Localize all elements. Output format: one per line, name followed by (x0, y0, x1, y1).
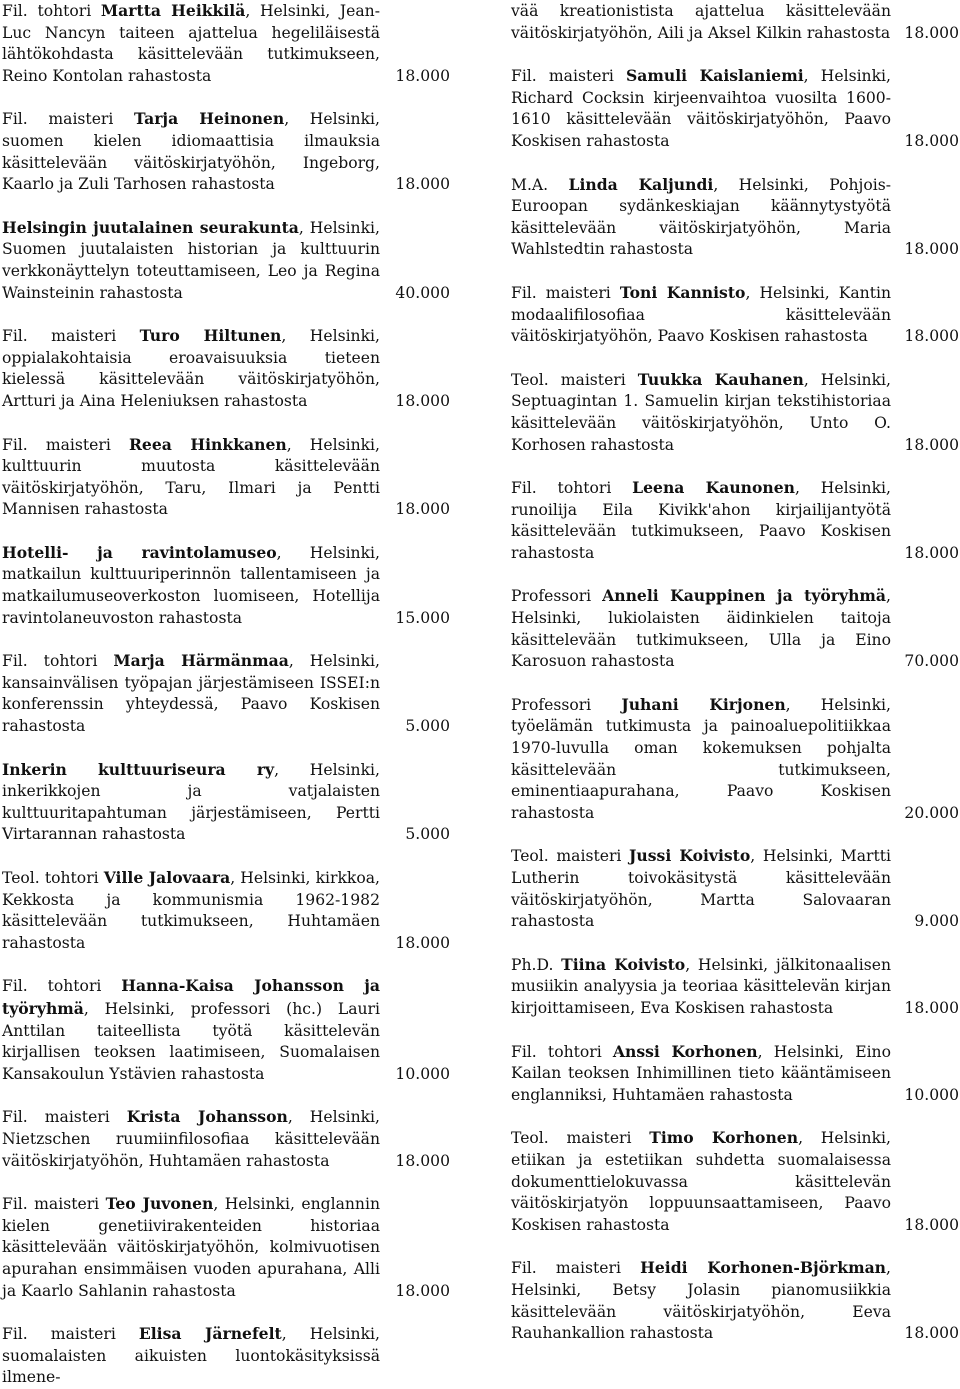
grant-description: , Helsinki, kulttuurin muutosta käsittelevään väitöskirjatyöhön, Taru, Ilmari ja Pentti Mannisen rahastosta (2, 435, 381, 519)
grant-entry (2, 217, 450, 304)
grant-description: , Helsinki, jälkitonaalisen musiikin analyysia ja teoriaa käsittelevän kirjan kirjoittamiseen, Eva Koskisen rahastosta (511, 955, 891, 1017)
grant-text (2, 1323, 380, 1389)
recipient-title: Fil. maisteri (2, 1325, 139, 1344)
recipient-name: Elisa Järnefelt (138, 1324, 282, 1344)
recipient-name: Anssi Korhonen (612, 1041, 758, 1061)
grant-text (511, 1041, 891, 1107)
recipient-name: Turo Hiltunen (139, 326, 282, 346)
grant-text (511, 0, 891, 44)
grant-amount: 20.000 (904, 803, 959, 822)
recipient-title: M.A. (511, 175, 569, 194)
grant-text (511, 1257, 891, 1344)
grant-description: , Helsinki, lukiolaisten äidinkielen taitoja käsittelevään tutkimukseen, Ulla ja Eino Karosuon rahastosta (511, 587, 891, 671)
recipient-name: Hanna-Kaisa Johansson ja työryhmä (2, 976, 380, 1018)
grant-description: , Helsinki, työelämän tutkimusta ja painoaluepolitiikkaa 1970-luvulla oman kokemuksen pohjalta käsittelevään tutkimukseen, eminentiaapurahana, Paavo Koskisen rahastosta (511, 695, 891, 822)
grant-text (511, 845, 891, 932)
recipient-title: Teol. maisteri (511, 847, 630, 866)
grant-entry (2, 0, 450, 87)
grant-entry (2, 1106, 450, 1172)
grant-description: , Helsinki, suomalaisten aikuisten luontokäsityksissä ilmene- (2, 1325, 380, 1387)
grant-entry (511, 0, 959, 44)
grant-text (2, 975, 380, 1085)
recipient-name: Linda Kaljundi (568, 174, 714, 194)
right-column (511, 0, 959, 1345)
grant-description: , Helsinki, Pohjois-Euroopan sydänkeskiajan käännytystyötä käsittelevään väitöskirjatyöhön, Maria Wahlstedtin rahastosta (511, 175, 892, 259)
recipient-title: Fil. maisteri (2, 1195, 106, 1214)
grant-text (511, 369, 891, 456)
grant-amount: 18.000 (904, 435, 959, 454)
grant-text (511, 282, 891, 348)
recipient-name: Toni Kannisto (619, 282, 746, 302)
recipient-name: Martta Heikkilä (100, 1, 246, 20)
grant-amount: 18.000 (904, 131, 959, 150)
grant-entry (511, 174, 959, 261)
grant-entry (511, 282, 959, 348)
grant-description: vää kreationistista ajattelua käsittelevään väitöskirjatyöhön, Aili ja Aksel Kilkin rahastosta (511, 2, 891, 42)
grant-entry (2, 650, 450, 737)
grant-description: , Helsinki, Kantin modaalifilosofiaa käsittelevään väitöskirjatyöhön, Paavo Koskisen rahastosta (511, 283, 891, 346)
grant-entry (2, 759, 450, 846)
grant-text (511, 585, 891, 672)
grant-description: , Helsinki, oppialakohtaisia eroavaisuuksia tieteen kielessä käsittelevään väitöskirjatyöhön, Artturi ja Aina Heleniuksen rahastosta (2, 327, 380, 410)
grant-amount: 18.000 (395, 175, 450, 194)
grant-entry (2, 1323, 450, 1389)
grant-description: , Helsinki, suomen kielen idiomaattisia ilmauksia käsittelevään väitöskirjatyöhön, Ingeborg, Kaarlo ja Zuli Tarhosen rahastosta (2, 110, 380, 194)
recipient-name: Leena Kaunonen (632, 478, 795, 498)
grant-amount: 18.000 (395, 66, 450, 85)
grant-description: , Helsinki, matkailun kulttuuriperinnön tallentamiseen ja matkailumuseoverkoston luomiseen, Hotellija ravintolaneuvoston rahastosta (2, 543, 380, 627)
grant-text (511, 174, 891, 261)
grant-amount: 15.000 (395, 608, 450, 627)
grant-text (2, 867, 380, 954)
recipient-name: Heidi Korhonen-Björkman (640, 1258, 887, 1278)
recipient-name: Samuli Kaislaniemi (626, 66, 804, 86)
grant-description: , Helsinki, etiikan ja estetiikan suhdetta suomalaisessa dokumenttielokuvassa käsittelevän väitöskirjatyön loppuunsaattamiseen, Paavo Koskisen rahastosta (511, 1129, 891, 1234)
grant-amount: 9.000 (914, 912, 959, 931)
grant-text (2, 217, 380, 304)
grant-amount: 18.000 (904, 998, 959, 1017)
grant-text (2, 650, 380, 737)
recipient-name: Juhani Kirjonen (621, 694, 786, 714)
grant-description: , Helsinki, runoilija Eila Kivikk'ahon kirjailijantyötä käsittelevään tutkimukseen, Paavo Koskisen rahastosta (511, 479, 891, 562)
grant-text (2, 108, 380, 195)
grant-entry (511, 694, 959, 825)
recipient-title: Fil. maisteri (2, 327, 140, 346)
recipient-title: Fil. tohtori (511, 1042, 613, 1061)
recipient-title: Fil. maisteri (2, 1108, 127, 1127)
grant-entry (511, 954, 959, 1020)
grant-amount: 18.000 (904, 543, 959, 562)
left-column (2, 0, 450, 1389)
grant-amount: 18.000 (904, 1324, 959, 1343)
grant-entry (511, 1257, 959, 1344)
grant-text (2, 325, 380, 412)
recipient-name: Jussi Koivisto (629, 846, 751, 866)
grant-amount: 10.000 (395, 1064, 450, 1083)
grant-description: , Helsinki, Jean-Luc Nancyn taiteen ajattelua hegeliläisestä lähtökohdasta käsittelevään tutkimukseen, Reino Kontolan rahastosta (2, 2, 380, 85)
recipient-title: Fil. tohtori (2, 977, 122, 996)
grant-description: , Helsinki, Septuagintan 1. Samuelin kirjan tekstihistoriaa käsittelevään väitöskirjatyöhön, Unto O. Korhosen rahastosta (511, 370, 891, 454)
recipient-name: Hotelli- ja ravintolamuseo (2, 542, 277, 562)
grant-description: , Helsinki, Nietzschen ruumiinfilosofiaa käsittelevään väitöskirjatyöhön, Huhtamäen rahastosta (2, 1108, 381, 1170)
recipient-title: Teol. tohtori (2, 869, 104, 887)
grant-amount: 18.000 (395, 933, 450, 952)
grant-amount: 18.000 (904, 240, 959, 259)
recipient-title: Professori (511, 587, 603, 606)
grant-description: , Helsinki, englannin kielen genetiivirakenteiden historiaa käsittelevään väitöskirjatyöhön, kolmivuotisen apurahan ensimmäisen vuoden apurahana, Alli ja Kaarlo Sahlanin rahastosta (2, 1195, 380, 1300)
grant-entry (511, 845, 959, 932)
grant-entry (511, 65, 959, 152)
recipient-title: Fil. maisteri (2, 435, 129, 454)
grant-amount: 18.000 (395, 1281, 450, 1300)
recipient-name: Tiina Koivisto (561, 954, 686, 974)
grant-description: , Helsinki, Eino Kailan teoksen Inhimillinen tieto kääntämiseen englanniksi, Huhtamäen rahastosta (511, 1042, 891, 1104)
grant-text (2, 434, 380, 521)
grant-entry (2, 325, 450, 412)
recipient-name: Teo Juvonen (105, 1194, 214, 1214)
grant-amount: 18.000 (904, 23, 959, 42)
recipient-name: Krista Johansson (126, 1107, 288, 1127)
grant-text (511, 694, 891, 825)
grant-entry (2, 1193, 450, 1302)
grant-text (511, 1127, 891, 1236)
grant-amount: 18.000 (904, 327, 959, 346)
grant-description: , Helsinki, Richard Cocksin kirjeenvaihtoa vuosilta 1600-1610 käsittelevään väitöskirjatyöhön, Paavo Koskisen rahastosta (511, 67, 891, 150)
grant-amount: 18.000 (395, 500, 450, 519)
recipient-title: Fil. tohtori (2, 652, 114, 671)
grant-entry (2, 867, 450, 954)
recipient-title: Fil. maisteri (511, 1259, 641, 1278)
grant-amount: 10.000 (904, 1085, 959, 1104)
recipient-name: Timo Korhonen (649, 1128, 799, 1148)
grant-text (2, 542, 380, 629)
grant-entry (511, 585, 959, 672)
recipient-name: Anneli Kauppinen ja työryhmä (602, 586, 887, 606)
grant-description: , Helsinki, inkerikkojen ja vatjalaisten kulttuuritapahtuman järjestämiseen, Pertti Virtarannan rahastosta (2, 760, 380, 844)
recipient-name: Reea Hinkkanen (128, 434, 287, 454)
grant-entry (2, 975, 450, 1085)
grant-text (511, 954, 891, 1020)
grant-text (511, 65, 891, 152)
recipient-name: Ville Jalovaara (103, 868, 231, 887)
grant-description: , Helsinki, kirkkoa, Kekkosta ja kommunismia 1962-1982 käsittelevään tutkimukseen, Huhtamäen rahastosta (2, 869, 381, 952)
grant-amount: 5.000 (405, 825, 450, 844)
recipient-title: Fil. tohtori (2, 2, 101, 20)
recipient-title: Fil. maisteri (2, 110, 134, 129)
grant-amount: 70.000 (904, 652, 959, 671)
grant-amount: 18.000 (395, 1151, 450, 1170)
recipient-name: Tuukka Kauhanen (637, 369, 804, 389)
grant-entry (511, 477, 959, 564)
grant-entry (511, 1041, 959, 1107)
grant-entry (511, 1127, 959, 1236)
grant-description: , Helsinki, Betsy Jolasin pianomusiikkia käsittelevään väitöskirjatyöhön, Eeva Rauhankallion rahastosta (511, 1259, 891, 1343)
recipient-name: Helsingin juutalainen seurakunta (2, 217, 299, 237)
recipient-title: Fil. maisteri (511, 67, 627, 86)
recipient-title: Teol. maisteri (511, 370, 638, 389)
grant-text (511, 477, 891, 564)
grant-description: , Helsinki, professori (hc.) Lauri Anttilan taiteellista työtä käsittelevän kirjallisen teoksen laatimiseen, Suomalaisen Kansakoulun Ystävien rahastosta (2, 999, 380, 1083)
grant-amount: 18.000 (395, 391, 450, 410)
grant-entry (2, 108, 450, 195)
recipient-title: Teol. maisteri (511, 1129, 650, 1148)
grant-text (2, 759, 380, 846)
grant-amount: 40.000 (395, 283, 450, 302)
grant-amount: 5.000 (405, 717, 450, 736)
recipient-title: Fil. tohtori (511, 479, 633, 498)
recipient-title: Fil. maisteri (511, 283, 620, 302)
grant-text (2, 1106, 380, 1172)
grant-amount: 18.000 (904, 1215, 959, 1234)
recipient-name: Inkerin kulttuuriseura ry (2, 759, 275, 779)
grant-text (2, 0, 380, 87)
recipient-title: Professori (511, 695, 622, 714)
grant-entry (511, 369, 959, 456)
grant-entry (2, 542, 450, 629)
grant-text (2, 1193, 380, 1302)
grant-entry (2, 434, 450, 521)
grant-description: , Helsinki, kansainvälisen työpajan järjestämiseen ISSEI:n konferenssin yhteydessä, Paavo Koskisen rahastosta (2, 652, 380, 736)
recipient-name: Tarja Heinonen (134, 109, 285, 129)
recipient-name: Marja Härmänmaa (113, 651, 289, 671)
grant-description: , Helsinki, Suomen juutalaisten historian ja kulttuurin verkkonäyttelyn toteuttamiseen, Leo ja Regina Wainsteinin rahastosta (2, 218, 380, 302)
grant-description: , Helsinki, Martti Lutherin toivokäsitystä käsittelevään väitöskirjatyöhön, Martta Salovaaran rahastosta (511, 847, 891, 931)
recipient-title: Ph.D. (511, 955, 562, 974)
